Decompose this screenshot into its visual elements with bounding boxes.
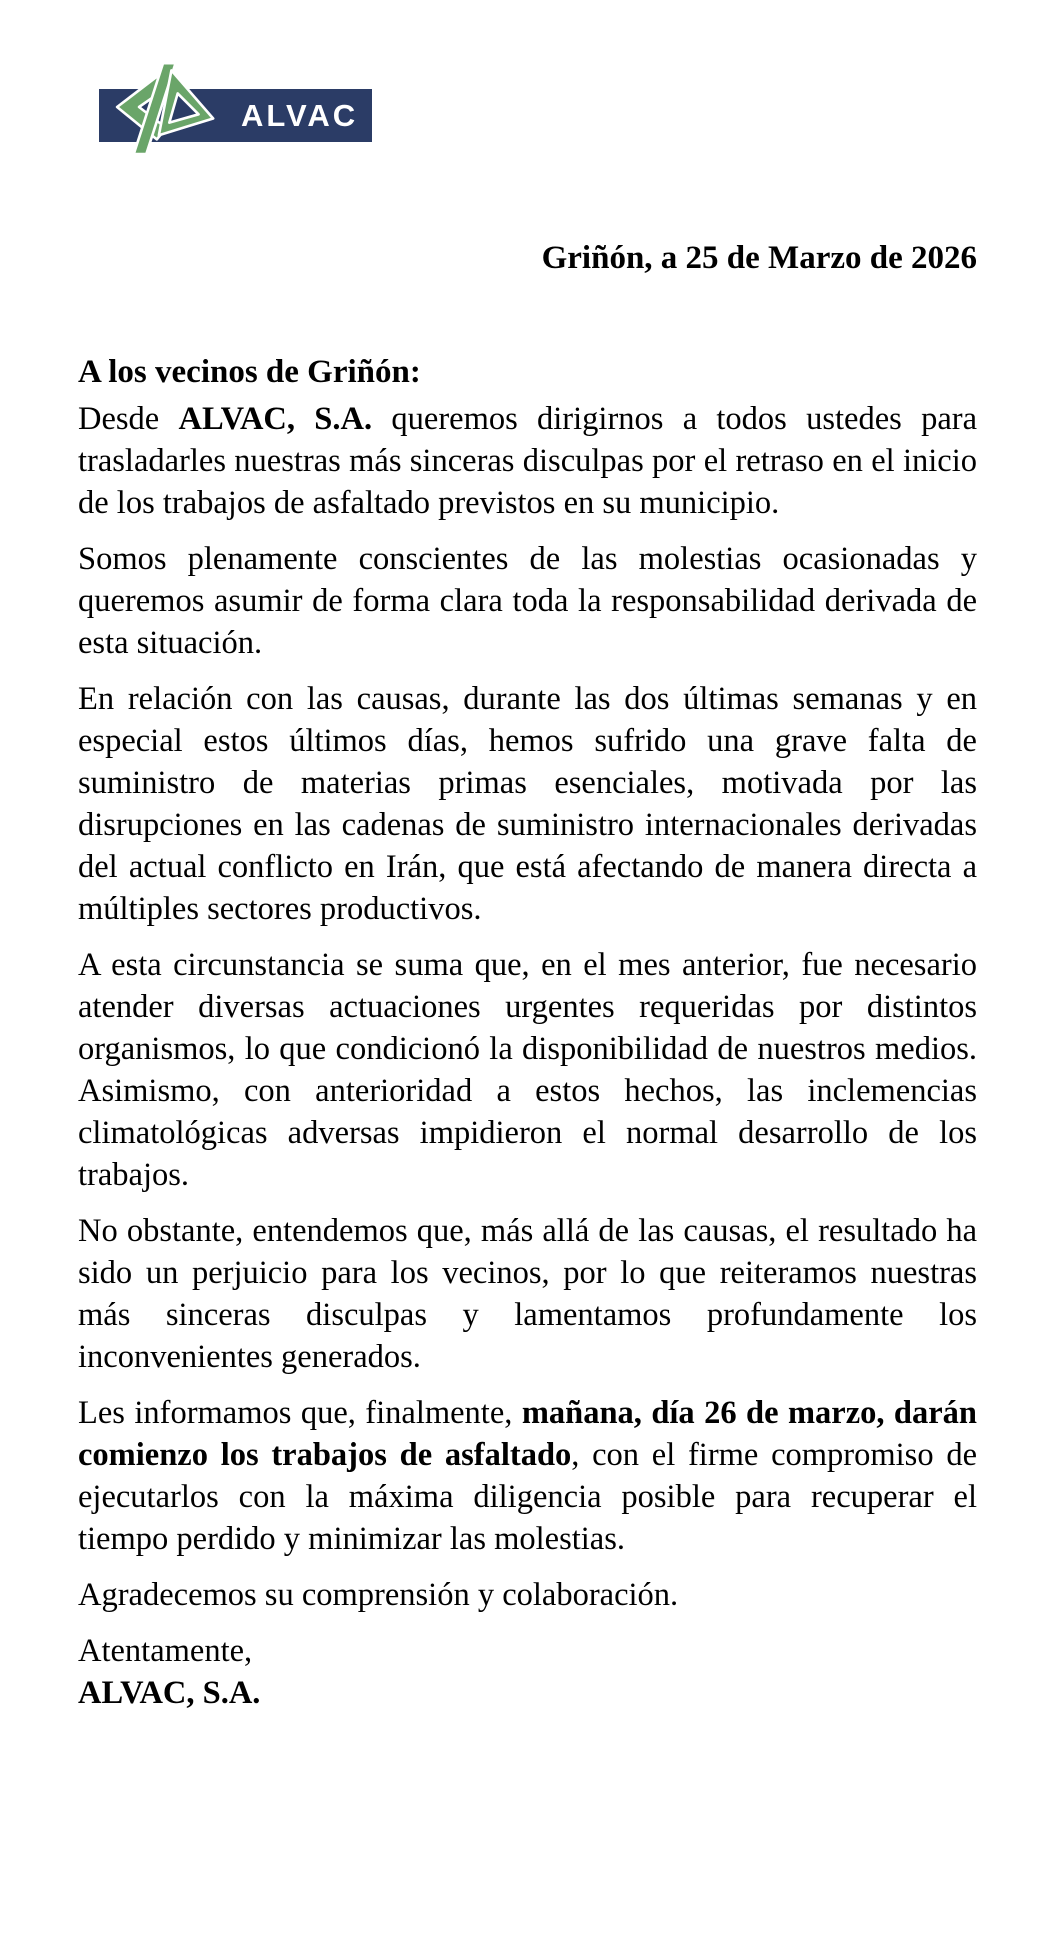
letter-body	[78, 398, 977, 1714]
paragraph: Atentamente, ALVAC, S.A.	[78, 1633, 261, 1711]
alvac-logo-icon	[103, 60, 221, 154]
paragraph: En relación con las causas, durante las dos últimas semanas y en especial estos últimos días, hemos sufrido una grave falta de suministro de materias primas esenciales, motivada por las disrupciones en las cadenas de suministro internacionales derivadas del actual conflicto en Irán, que está afectando de manera directa a múltiples sectores productivos.	[78, 681, 977, 927]
paragraph: Les informamos que, finalmente, mañana, día 26 de marzo, darán comienzo los trabajos de asfaltado, con el firme compromiso de ejecutarlos con la máxima diligencia posible para recuperar el tiempo perdido y minimizar las molestias.	[78, 1395, 977, 1557]
paragraph: A esta circunstancia se suma que, en el mes anterior, fue necesario atender diversas actuaciones urgentes requeridas por distintos organismos, lo que condicionó la disponibilidad de nuestros medios. Asimismo, con anterioridad a estos hechos, las inclemencias climatológicas adversas impidieron el normal desarrollo de los trabajos.	[78, 947, 977, 1193]
paragraph: Agradecemos su comprensión y colaboración.	[78, 1577, 679, 1613]
date-line: Griñón, a 25 de Marzo de 2026	[541, 240, 977, 276]
salutation: A los vecinos de Griñón:	[78, 354, 421, 390]
logo-wordmark: ALVAC	[241, 98, 359, 133]
paragraph: Desde ALVAC, S.A. queremos dirigirnos a todos ustedes para trasladarles nuestras más sinceras disculpas por el retraso en el inicio de los trabajos de asfaltado previstos en su municipio.	[78, 401, 978, 521]
paragraph: Somos plenamente conscientes de las molestias ocasionadas y queremos asumir de forma clara toda la responsabilidad derivada de esta situación.	[78, 541, 977, 661]
paragraph: No obstante, entendemos que, más allá de las causas, el resultado ha sido un perjuicio para los vecinos, por lo que reiteramos nuestras más sinceras disculpas y lamentamos profundamente los inconvenientes generados.	[78, 1213, 977, 1375]
